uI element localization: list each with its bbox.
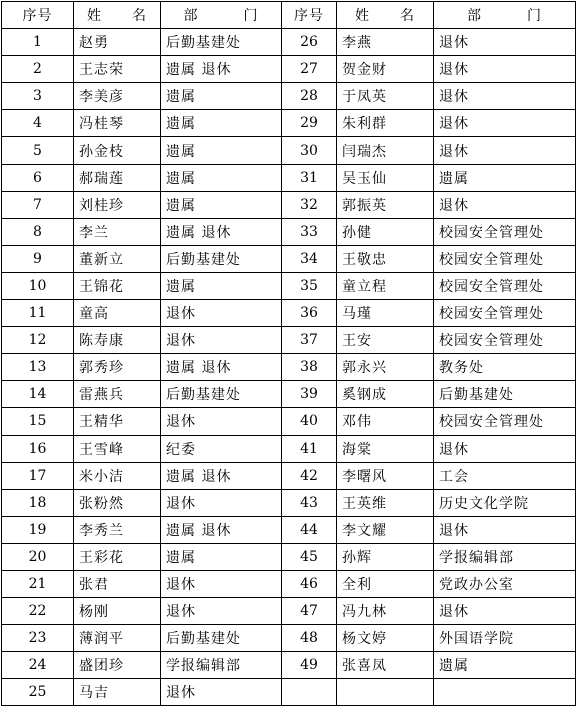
- cell-dept: 退休: [161, 598, 282, 625]
- cell-seq: 49: [282, 652, 337, 679]
- table-row: [2, 327, 576, 354]
- cell-dept: 遗属: [161, 137, 282, 164]
- cell-name: 孙金枝: [74, 137, 161, 164]
- cell-seq: 24: [2, 652, 74, 679]
- cell-seq: 43: [282, 489, 337, 516]
- cell-name: 郝瑞莲: [74, 164, 161, 191]
- cell-dept: 遗属 退休: [161, 462, 282, 489]
- cell-name: 盛团珍: [74, 652, 161, 679]
- cell-seq: [282, 679, 337, 706]
- cell-name: 闫瑞杰: [337, 137, 434, 164]
- table-row: [2, 625, 576, 652]
- cell-seq: 38: [282, 354, 337, 381]
- cell-seq: 32: [282, 191, 337, 218]
- cell-dept: 退休: [434, 56, 576, 83]
- cell-name: 李燕: [337, 29, 434, 56]
- cell-name: 海棠: [337, 435, 434, 462]
- cell-seq: 11: [2, 300, 74, 327]
- cell-name: 董新立: [74, 245, 161, 272]
- table-row: [2, 137, 576, 164]
- cell-dept: 退休: [161, 489, 282, 516]
- cell-name: 冯九林: [337, 598, 434, 625]
- cell-dept: 退休: [161, 327, 282, 354]
- cell-seq: 37: [282, 327, 337, 354]
- table-row: [2, 164, 576, 191]
- cell-seq: 48: [282, 625, 337, 652]
- cell-name: 王锦花: [74, 272, 161, 299]
- cell-dept: 遗属 退休: [161, 218, 282, 245]
- cell-dept: 退休: [434, 83, 576, 110]
- cell-dept: 退休: [434, 435, 576, 462]
- header-name-2: 姓 名: [337, 2, 434, 29]
- cell-dept: 遗属: [161, 191, 282, 218]
- cell-name: 王英维: [337, 489, 434, 516]
- cell-seq: 40: [282, 408, 337, 435]
- cell-dept: 历史文化学院: [434, 489, 576, 516]
- table-row: [2, 408, 576, 435]
- header-seq-1: 序号: [2, 2, 74, 29]
- table-row: [2, 516, 576, 543]
- cell-name: 雷燕兵: [74, 381, 161, 408]
- cell-seq: 45: [282, 543, 337, 570]
- table-row: [2, 462, 576, 489]
- table-row: [2, 543, 576, 570]
- table-body: [2, 29, 576, 706]
- cell-name: 奚钢成: [337, 381, 434, 408]
- cell-name: 童高: [74, 300, 161, 327]
- table-row: [2, 679, 576, 706]
- cell-dept: 退休: [161, 570, 282, 597]
- table-row: [2, 489, 576, 516]
- cell-seq: 25: [2, 679, 74, 706]
- cell-dept: 遗属: [161, 543, 282, 570]
- table-row: [2, 570, 576, 597]
- cell-name: 郭振英: [337, 191, 434, 218]
- cell-seq: 13: [2, 354, 74, 381]
- table-row: [2, 354, 576, 381]
- table-row: [2, 652, 576, 679]
- cell-dept: 遗属: [161, 110, 282, 137]
- cell-seq: 22: [2, 598, 74, 625]
- cell-seq: 26: [282, 29, 337, 56]
- cell-name: 杨文婷: [337, 625, 434, 652]
- cell-seq: 47: [282, 598, 337, 625]
- cell-name: 薄润平: [74, 625, 161, 652]
- cell-dept: 党政办公室: [434, 570, 576, 597]
- table-row: [2, 435, 576, 462]
- cell-dept: 后勤基建处: [434, 381, 576, 408]
- table-row: [2, 29, 576, 56]
- cell-seq: 16: [2, 435, 74, 462]
- cell-name: 郭永兴: [337, 354, 434, 381]
- cell-seq: 44: [282, 516, 337, 543]
- cell-dept: 遗属 退休: [161, 56, 282, 83]
- cell-seq: 39: [282, 381, 337, 408]
- cell-name: 李秀兰: [74, 516, 161, 543]
- cell-seq: 18: [2, 489, 74, 516]
- cell-dept: [434, 679, 576, 706]
- cell-seq: 14: [2, 381, 74, 408]
- cell-seq: 17: [2, 462, 74, 489]
- cell-seq: 29: [282, 110, 337, 137]
- cell-name: 吴玉仙: [337, 164, 434, 191]
- header-row: [2, 2, 576, 29]
- cell-dept: 纪委: [161, 435, 282, 462]
- table-row: [2, 300, 576, 327]
- cell-seq: 20: [2, 543, 74, 570]
- cell-seq: 12: [2, 327, 74, 354]
- table-row: [2, 191, 576, 218]
- cell-dept: 后勤基建处: [161, 29, 282, 56]
- cell-name: 全利: [337, 570, 434, 597]
- cell-seq: 5: [2, 137, 74, 164]
- cell-seq: 4: [2, 110, 74, 137]
- cell-dept: 校园安全管理处: [434, 218, 576, 245]
- header-dept-1: 部 门: [161, 2, 282, 29]
- cell-dept: 遗属: [161, 272, 282, 299]
- cell-dept: 工会: [434, 462, 576, 489]
- cell-dept: 退休: [161, 408, 282, 435]
- cell-name: 孙健: [337, 218, 434, 245]
- cell-seq: 27: [282, 56, 337, 83]
- cell-seq: 23: [2, 625, 74, 652]
- cell-name: 郭秀珍: [74, 354, 161, 381]
- cell-dept: 退休: [434, 29, 576, 56]
- cell-name: 刘桂珍: [74, 191, 161, 218]
- cell-name: 王敬忠: [337, 245, 434, 272]
- cell-seq: 41: [282, 435, 337, 462]
- cell-dept: 校园安全管理处: [434, 245, 576, 272]
- cell-dept: 教务处: [434, 354, 576, 381]
- cell-name: 孙辉: [337, 543, 434, 570]
- cell-dept: 后勤基建处: [161, 625, 282, 652]
- cell-dept: 遗属: [161, 83, 282, 110]
- cell-dept: 遗属: [434, 164, 576, 191]
- cell-name: 赵勇: [74, 29, 161, 56]
- cell-dept: 校园安全管理处: [434, 408, 576, 435]
- table-row: [2, 272, 576, 299]
- cell-name: 王志荣: [74, 56, 161, 83]
- cell-name: [337, 679, 434, 706]
- cell-name: 李兰: [74, 218, 161, 245]
- cell-dept: 校园安全管理处: [434, 300, 576, 327]
- cell-name: 童立程: [337, 272, 434, 299]
- cell-seq: 10: [2, 272, 74, 299]
- cell-name: 贺金财: [337, 56, 434, 83]
- cell-dept: 退休: [434, 137, 576, 164]
- cell-seq: 19: [2, 516, 74, 543]
- table-row: [2, 56, 576, 83]
- cell-name: 李曙风: [337, 462, 434, 489]
- cell-name: 王精华: [74, 408, 161, 435]
- cell-seq: 33: [282, 218, 337, 245]
- cell-dept: 退休: [434, 516, 576, 543]
- cell-dept: 遗属: [434, 652, 576, 679]
- cell-dept: 退休: [161, 679, 282, 706]
- cell-dept: 遗属 退休: [161, 516, 282, 543]
- cell-dept: 遗属: [161, 164, 282, 191]
- cell-dept: 校园安全管理处: [434, 272, 576, 299]
- cell-name: 于凤英: [337, 83, 434, 110]
- header-name-1: 姓 名: [74, 2, 161, 29]
- cell-dept: 退休: [161, 300, 282, 327]
- cell-name: 邓伟: [337, 408, 434, 435]
- cell-seq: 46: [282, 570, 337, 597]
- cell-name: 王彩花: [74, 543, 161, 570]
- cell-name: 张喜凤: [337, 652, 434, 679]
- cell-dept: 遗属 退休: [161, 354, 282, 381]
- cell-name: 陈寿康: [74, 327, 161, 354]
- table-row: [2, 598, 576, 625]
- cell-name: 王雪峰: [74, 435, 161, 462]
- personnel-table: [1, 1, 576, 706]
- cell-name: 马吉: [74, 679, 161, 706]
- cell-name: 朱利群: [337, 110, 434, 137]
- cell-seq: 36: [282, 300, 337, 327]
- cell-seq: 15: [2, 408, 74, 435]
- cell-seq: 35: [282, 272, 337, 299]
- cell-name: 张君: [74, 570, 161, 597]
- cell-seq: 8: [2, 218, 74, 245]
- cell-name: 李美彦: [74, 83, 161, 110]
- cell-dept: 外国语学院: [434, 625, 576, 652]
- cell-seq: 21: [2, 570, 74, 597]
- header-dept-2: 部 门: [434, 2, 576, 29]
- cell-seq: 34: [282, 245, 337, 272]
- cell-name: 张粉然: [74, 489, 161, 516]
- cell-seq: 31: [282, 164, 337, 191]
- cell-seq: 7: [2, 191, 74, 218]
- cell-dept: 校园安全管理处: [434, 327, 576, 354]
- table-row: [2, 245, 576, 272]
- cell-name: 李文耀: [337, 516, 434, 543]
- cell-dept: 退休: [434, 598, 576, 625]
- cell-name: 王安: [337, 327, 434, 354]
- cell-dept: 后勤基建处: [161, 381, 282, 408]
- cell-dept: 退休: [434, 110, 576, 137]
- table-row: [2, 381, 576, 408]
- cell-seq: 9: [2, 245, 74, 272]
- cell-name: 米小洁: [74, 462, 161, 489]
- cell-seq: 6: [2, 164, 74, 191]
- cell-name: 冯桂琴: [74, 110, 161, 137]
- cell-name: 杨刚: [74, 598, 161, 625]
- cell-dept: 退休: [434, 191, 576, 218]
- table-row: [2, 110, 576, 137]
- cell-seq: 42: [282, 462, 337, 489]
- cell-name: 马瑾: [337, 300, 434, 327]
- table-row: [2, 218, 576, 245]
- cell-seq: 1: [2, 29, 74, 56]
- table-row: [2, 83, 576, 110]
- cell-seq: 3: [2, 83, 74, 110]
- cell-seq: 28: [282, 83, 337, 110]
- cell-dept: 学报编辑部: [434, 543, 576, 570]
- cell-seq: 30: [282, 137, 337, 164]
- cell-dept: 后勤基建处: [161, 245, 282, 272]
- cell-seq: 2: [2, 56, 74, 83]
- header-seq-2: 序号: [282, 2, 337, 29]
- cell-dept: 学报编辑部: [161, 652, 282, 679]
